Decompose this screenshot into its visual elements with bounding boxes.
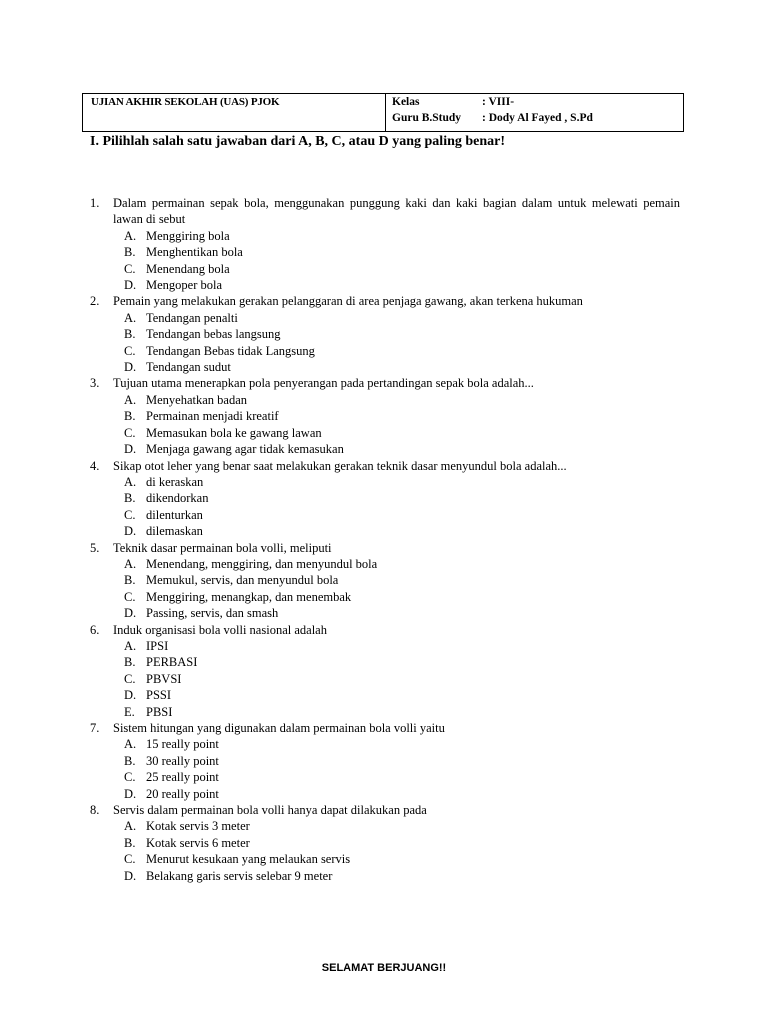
option-letter: D. <box>124 360 137 375</box>
answer-option <box>124 704 680 720</box>
header-divider <box>385 94 386 131</box>
option-text: Permainan menjadi kreatif <box>146 409 279 424</box>
answer-option <box>124 343 680 359</box>
option-letter: D. <box>124 606 137 621</box>
answer-option <box>124 326 680 342</box>
option-text: PBSI <box>146 704 173 719</box>
option-letter: C. <box>124 589 136 604</box>
question-item <box>90 293 680 309</box>
answer-option <box>124 523 680 539</box>
kelas-row <box>392 96 514 108</box>
answer-option <box>124 310 680 326</box>
question-number: 8. <box>90 803 100 818</box>
question-item <box>90 375 680 391</box>
answer-option <box>124 736 680 752</box>
option-text: 20 really point <box>146 786 219 801</box>
question-list <box>90 195 680 884</box>
option-letter: C. <box>124 261 136 276</box>
option-letter: B. <box>124 327 136 342</box>
option-letter: A. <box>124 556 137 571</box>
option-text: Memukul, servis, dan menyundul bola <box>146 573 339 588</box>
answer-option <box>124 605 680 621</box>
option-text: Mengoper bola <box>146 278 223 293</box>
question-text: Sistem hitungan yang digunakan dalam permainan bola volli yaitu <box>113 721 445 735</box>
option-text: Menghentikan bola <box>146 245 243 260</box>
answer-option <box>124 244 680 260</box>
option-letter: C. <box>124 770 136 785</box>
question-text: Tujuan utama menerapkan pola penyerangan pada pertandingan sepak bola adalah... <box>113 376 534 391</box>
exam-title: UJIAN AKHIR SEKOLAH (UAS) PJOK <box>91 96 280 108</box>
option-text: Tendangan Bebas tidak Langsung <box>146 343 315 358</box>
question-text: Servis dalam permainan bola volli hanya dapat dilakukan pada <box>113 803 427 818</box>
answer-option <box>124 556 680 572</box>
option-text: dilenturkan <box>146 507 203 522</box>
answer-option <box>124 228 680 244</box>
option-text: Belakang garis servis selebar 9 meter <box>146 868 333 883</box>
option-letter: B. <box>124 491 136 506</box>
option-text: Menendang, menggiring, dan menyundul bola <box>146 556 378 571</box>
option-text: dikendorkan <box>146 491 209 506</box>
option-letter: D. <box>124 688 137 703</box>
question-text: Teknik dasar permainan bola volli, meliputi <box>113 540 332 555</box>
answer-option <box>124 638 680 654</box>
answer-option <box>124 408 680 424</box>
option-text: Menurut kesukaan yang melaukan servis <box>146 852 351 867</box>
answer-option <box>124 277 680 293</box>
option-text: Menjaga gawang agar tidak kemasukan <box>146 442 344 457</box>
answer-option <box>124 490 680 506</box>
option-text: PBVSI <box>146 671 182 686</box>
question-item <box>90 622 680 638</box>
option-letter: D. <box>124 524 137 539</box>
option-letter: D. <box>124 442 137 457</box>
option-text: Kotak servis 6 meter <box>146 835 250 850</box>
option-letter: B. <box>124 835 136 850</box>
option-text: Tendangan penalti <box>146 310 238 325</box>
option-letter: A. <box>124 474 137 489</box>
option-letter: D. <box>124 786 137 801</box>
answer-option <box>124 441 680 457</box>
header-table <box>82 93 684 132</box>
answer-option <box>124 507 680 523</box>
answer-option <box>124 753 680 769</box>
option-letter: D. <box>124 278 137 293</box>
option-letter: C. <box>124 671 136 686</box>
answer-option <box>124 425 680 441</box>
option-text: dilemaskan <box>146 524 203 539</box>
option-text: di keraskan <box>146 474 204 489</box>
answer-option <box>124 868 680 884</box>
answer-option <box>124 474 680 490</box>
guru-value: : Dody Al Fayed , S.Pd <box>482 112 593 124</box>
option-letter: B. <box>124 655 136 670</box>
option-letter: C. <box>124 507 136 522</box>
answer-option <box>124 786 680 802</box>
question-item <box>90 458 680 474</box>
answer-option <box>124 572 680 588</box>
option-letter: C. <box>124 425 136 440</box>
option-text: 30 really point <box>146 753 219 768</box>
option-text: 25 really point <box>146 770 219 785</box>
question-item <box>90 802 680 818</box>
question-text: Sikap otot leher yang benar saat melakukan gerakan teknik dasar menyundul bola adalah... <box>113 458 567 473</box>
option-letter: B. <box>124 753 136 768</box>
option-text: PERBASI <box>146 655 198 670</box>
option-letter: A. <box>124 228 137 243</box>
question-number: 7. <box>90 721 100 735</box>
option-letter: A. <box>124 392 137 407</box>
option-letter: A. <box>124 819 137 834</box>
question-text: Induk organisasi bola volli nasional adalah <box>113 622 327 637</box>
answer-option <box>124 589 680 605</box>
question-item <box>90 195 680 228</box>
option-text: Tendangan sudut <box>146 360 231 375</box>
option-text: Kotak servis 3 meter <box>146 819 250 834</box>
question-number: 1. <box>90 196 100 210</box>
option-text: IPSI <box>146 638 169 653</box>
answer-option <box>124 769 680 785</box>
option-text: Menggiring, menangkap, dan menembak <box>146 589 352 604</box>
option-letter: B. <box>124 245 136 260</box>
answer-option <box>124 261 680 277</box>
option-text: 15 really point <box>146 737 219 752</box>
option-letter: B. <box>124 409 136 424</box>
question-number: 5. <box>90 540 100 555</box>
option-letter: A. <box>124 310 137 325</box>
footer-text: SELAMAT BERJUANG!! <box>321 962 447 974</box>
option-text: Menendang bola <box>146 261 230 276</box>
answer-option <box>124 835 680 851</box>
answer-option <box>124 671 680 687</box>
option-text: PSSI <box>146 688 172 703</box>
option-text: Menggiring bola <box>146 228 230 243</box>
option-text: Memasukan bola ke gawang lawan <box>146 425 322 440</box>
option-letter: D. <box>124 868 137 883</box>
option-text: Menyehatkan badan <box>146 392 248 407</box>
answer-option <box>124 687 680 703</box>
answer-option <box>124 392 680 408</box>
option-letter: C. <box>124 343 136 358</box>
question-number: 3. <box>90 376 100 391</box>
question-text: Pemain yang melakukan gerakan pelanggaran di area penjaga gawang, akan terkena hukuman <box>113 294 583 309</box>
answer-option <box>124 359 680 375</box>
answer-option <box>124 851 680 867</box>
option-text: Passing, servis, dan smash <box>146 606 279 621</box>
answer-option <box>124 654 680 670</box>
option-letter: E. <box>124 704 135 719</box>
option-text: Tendangan bebas langsung <box>146 327 281 342</box>
question-number: 2. <box>90 294 100 309</box>
question-number: 4. <box>90 458 100 473</box>
kelas-value: : VIII- <box>482 96 515 108</box>
option-letter: C. <box>124 852 136 867</box>
guru-label: Guru B.Study <box>392 112 462 124</box>
option-letter: A. <box>124 737 137 752</box>
question-number: 6. <box>90 622 100 637</box>
question-text: Dalam permainan sepak bola, menggunakan punggung kaki dan kaki bagian dalam untuk melewati pemain lawan di sebut <box>113 196 680 227</box>
option-letter: B. <box>124 573 136 588</box>
guru-row <box>392 112 593 124</box>
question-item <box>90 540 680 556</box>
kelas-label: Kelas <box>392 96 420 108</box>
instruction: I. Pilihlah salah satu jawaban dari A, B, C, atau D yang paling benar! <box>90 134 506 149</box>
answer-option <box>124 818 680 834</box>
question-item <box>90 720 680 736</box>
option-letter: A. <box>124 638 137 653</box>
